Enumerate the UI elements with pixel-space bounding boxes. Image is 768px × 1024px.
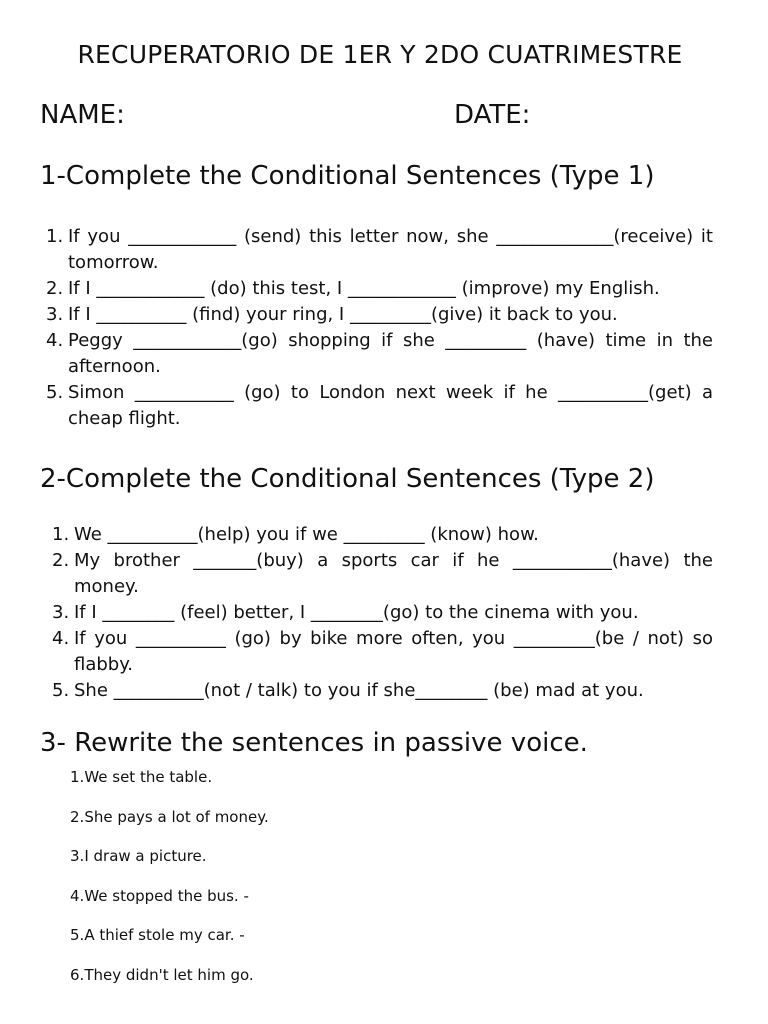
item-text: We stopped the bus. - <box>84 886 249 905</box>
list-item <box>46 328 713 380</box>
name-label: NAME: <box>40 100 125 130</box>
list-item <box>70 886 269 926</box>
section-1-list <box>46 224 713 432</box>
section-3-list <box>70 767 269 1004</box>
item-number: 4. <box>70 886 85 905</box>
section-2-list <box>52 522 713 704</box>
item-number: 3. <box>70 847 85 865</box>
list-item <box>52 626 713 678</box>
item-number: 5. <box>52 680 70 701</box>
item-text: I draw a picture. <box>84 847 207 865</box>
list-item <box>70 767 269 807</box>
item-text: If I ____________ (do) this test, I ____________ (improve) my English. <box>68 278 660 299</box>
item-text: If I __________ (find) your ring, I _________(give) it back to you. <box>68 304 618 325</box>
section-2-heading: 2-Complete the Conditional Sentences (Type 2) <box>40 464 655 494</box>
item-text: A thief stole my car. - <box>84 926 245 944</box>
item-number: 6. <box>70 965 85 984</box>
item-number: 1. <box>52 524 70 545</box>
worksheet-title: RECUPERATORIO DE 1ER Y 2DO CUATRIMESTRE <box>77 40 683 69</box>
item-number: 2. <box>46 278 64 299</box>
list-item <box>52 678 713 704</box>
item-number: 5. <box>70 926 85 944</box>
item-text: If I ________ (feel) better, I ________(go) to the cinema with you. <box>74 602 639 623</box>
section-3-heading: 3- Rewrite the sentences in passive voice. <box>40 728 588 758</box>
item-number: 4. <box>46 330 64 351</box>
list-item <box>52 548 713 600</box>
list-item <box>46 276 713 302</box>
item-number: 3. <box>46 304 64 325</box>
item-text: We __________(help) you if we _________ (know) how. <box>74 524 539 545</box>
list-item <box>46 380 713 432</box>
item-text: She pays a lot of money. <box>84 807 269 826</box>
list-item <box>70 846 269 886</box>
item-number: 4. <box>52 628 70 649</box>
item-text: If you ____________ (send) this letter now, she _____________(receive) it tomorrow. <box>68 226 713 273</box>
list-item <box>52 600 713 626</box>
date-label: DATE: <box>454 100 531 130</box>
item-text: We set the table. <box>84 768 213 786</box>
item-number: 1. <box>70 768 85 786</box>
item-number: 1. <box>46 226 64 247</box>
item-text: Peggy ____________(go) shopping if she _________ (have) time in the afternoon. <box>68 330 713 377</box>
section-1-heading: 1-Complete the Conditional Sentences (Type 1) <box>40 161 655 191</box>
item-number: 2. <box>52 550 70 571</box>
list-item <box>46 302 713 328</box>
list-item <box>70 965 269 1005</box>
list-item <box>46 224 713 276</box>
item-number: 5. <box>46 382 64 403</box>
item-text: Simon ___________ (go) to London next week if he __________(get) a cheap flight. <box>68 382 713 429</box>
item-text: If you __________ (go) by bike more often, you _________(be / not) so flabby. <box>74 628 713 675</box>
list-item <box>52 522 713 548</box>
item-number: 3. <box>52 602 70 623</box>
item-text: They didn't let him go. <box>84 965 254 984</box>
item-number: 2. <box>70 807 85 826</box>
list-item <box>70 807 269 847</box>
list-item <box>70 925 269 965</box>
item-text: She __________(not / talk) to you if she________ (be) mad at you. <box>74 680 644 701</box>
item-text: My brother _______(buy) a sports car if he ___________(have) the money. <box>74 550 713 597</box>
